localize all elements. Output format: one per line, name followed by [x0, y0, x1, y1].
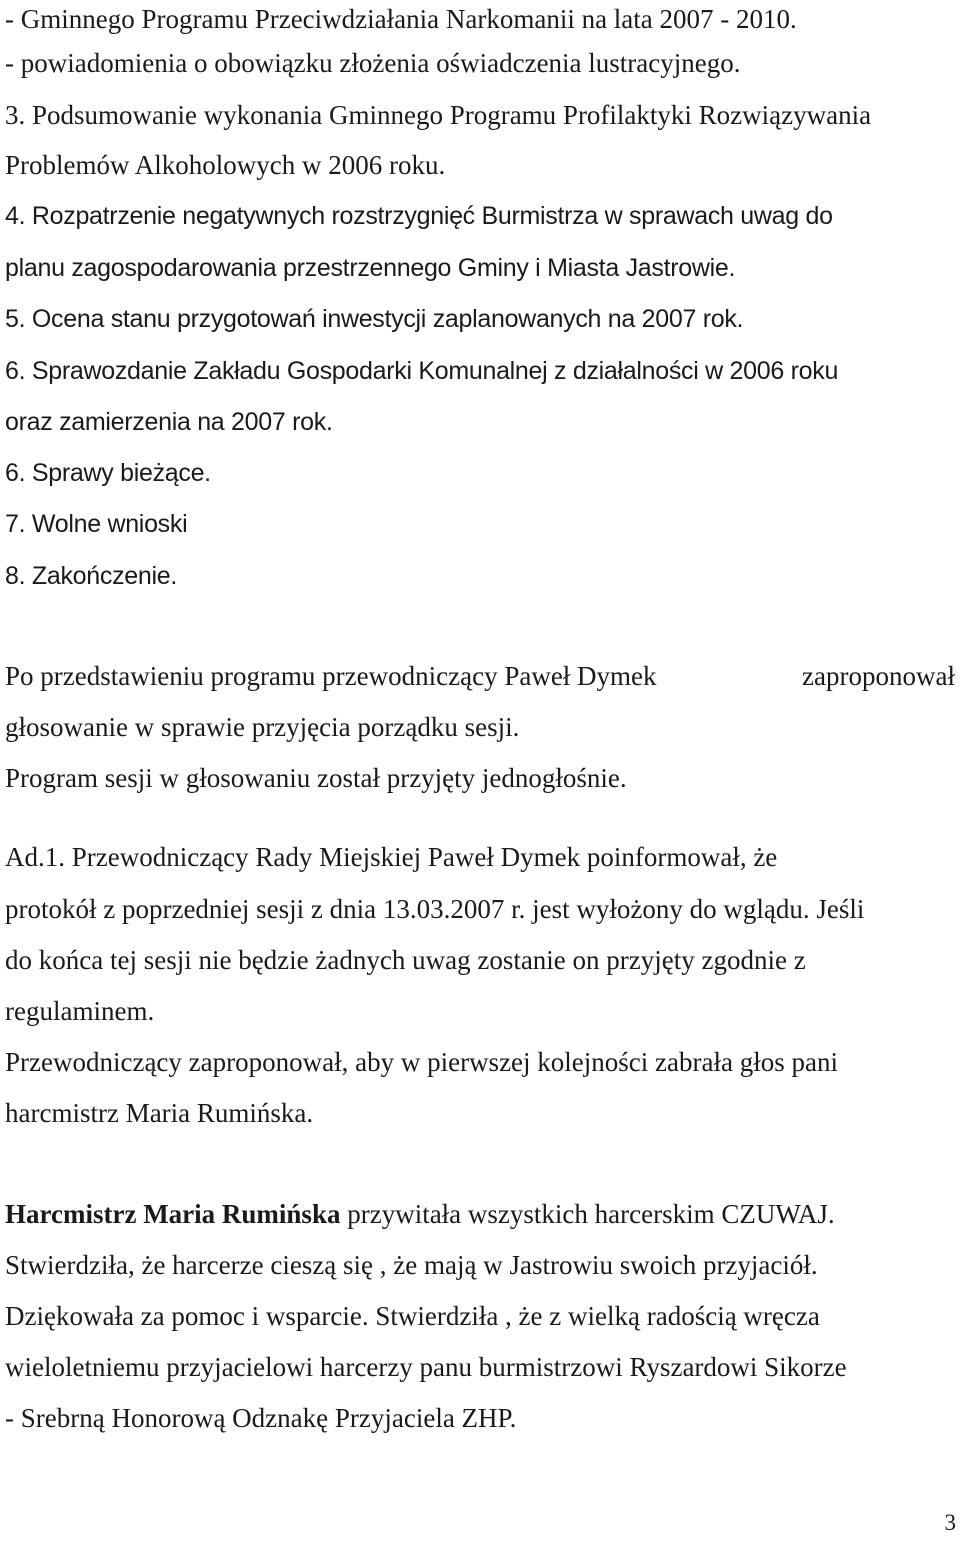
- proposal-paragraph-line-2: harcmistrz Maria Rumińska.: [5, 1098, 314, 1128]
- speech-greeting: przywitała wszystkich harcerskim CZUWAJ.: [340, 1199, 835, 1229]
- scout-speech-line-5: - Srebrną Honorową Odznakę Przyjaciela ZHP.: [5, 1403, 517, 1433]
- agenda-vote-text-end: zaproponował: [802, 661, 955, 691]
- proposal-paragraph-line-1: Przewodniczący zaproponował, aby w pierwszej kolejności zabrała głos pani: [5, 1047, 838, 1077]
- agenda-item-3-line-1: 3. Podsumowanie wykonania Gminnego Programu Profilaktyki Rozwiązywania: [5, 100, 872, 130]
- agenda-item-6-line-2: oraz zamierzenia na 2007 rok.: [5, 408, 333, 436]
- agenda-item-current-matters: 6. Sprawy bieżące.: [5, 459, 211, 487]
- agenda-vote-paragraph-line-2: głosowanie w sprawie przyjęcia porządku sesji.: [5, 712, 520, 742]
- protocol-paragraph-line-4: regulaminem.: [5, 996, 155, 1026]
- protocol-paragraph-line-1: Ad.1. Przewodniczący Rady Miejskiej Paweł Dymek poinformował, że: [5, 842, 778, 872]
- protocol-paragraph-line-3: do końca tej sesji nie będzie żadnych uwag zostanie on przyjęty zgodnie z: [5, 945, 806, 975]
- agenda-item-lustration-notice: - powiadomienia o obowiązku złożenia oświadczenia lustracyjnego.: [5, 48, 741, 78]
- scout-speech-line-3: Dziękowała za pomoc i wsparcie. Stwierdziła , że z wielką radością wręcza: [5, 1301, 820, 1331]
- scout-speech-line-2: Stwierdziła, że harcerze cieszą się , że mają w Jastrowiu swoich przyjaciół.: [5, 1250, 818, 1280]
- agenda-item-3-line-2: Problemów Alkoholowych w 2006 roku.: [5, 150, 446, 180]
- agenda-item-motions: 7. Wolne wnioski: [5, 510, 188, 538]
- agenda-item-6-line-1: 6. Sprawozdanie Zakładu Gospodarki Komunalnej z działalności w 2006 roku: [5, 357, 839, 385]
- speaker-name: Harcmistrz Maria Rumińska: [5, 1199, 341, 1229]
- agenda-vote-result: Program sesji w głosowaniu został przyjęty jednogłośnie.: [5, 763, 627, 793]
- agenda-vote-text: Po przedstawieniu programu przewodniczący Paweł Dymek: [5, 661, 657, 691]
- agenda-item-closing: 8. Zakończenie.: [5, 562, 177, 590]
- agenda-vote-paragraph-line-1: [5, 659, 955, 693]
- agenda-item-4-line-2: planu zagospodarowania przestrzennego Gminy i Miasta Jastrowie.: [5, 254, 736, 282]
- protocol-paragraph-line-2: protokół z poprzedniej sesji z dnia 13.03.2007 r. jest wyłożony do wglądu. Jeśli: [5, 894, 865, 924]
- agenda-item-4-line-1: 4. Rozpatrzenie negatywnych rozstrzygnięć Burmistrza w sprawach uwag do: [5, 202, 833, 230]
- scout-speech-line-1: [5, 1197, 835, 1231]
- agenda-item-5: 5. Ocena stanu przygotowań inwestycji zaplanowanych na 2007 rok.: [5, 305, 744, 333]
- page-number: 3: [944, 1510, 956, 1535]
- scout-speech-line-4: wieloletniemu przyjacielowi harcerzy panu burmistrzowi Ryszardowi Sikorze: [5, 1352, 847, 1382]
- agenda-item-drug-program: - Gminnego Programu Przeciwdziałania Narkomanii na lata 2007 - 2010.: [5, 4, 797, 34]
